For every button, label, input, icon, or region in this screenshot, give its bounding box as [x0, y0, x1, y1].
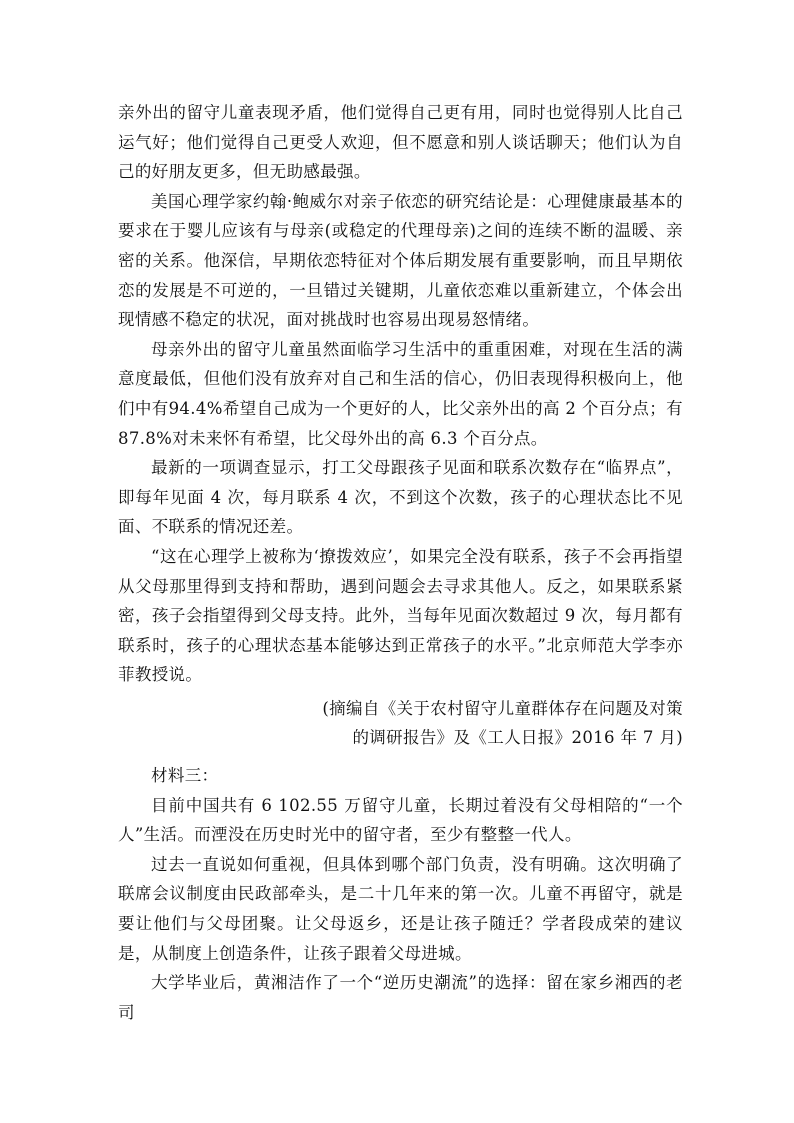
document-body — [118, 98, 683, 1027]
paragraph-continuation: 亲外出的留守儿童表现矛盾，他们觉得自己更有用，同时也觉得别人比自己运气好；他们觉得自己更受人欢迎，但不愿意和别人谈话聊天；他们认为自己的好朋友更多，但无助感最强。 — [118, 103, 683, 182]
material-three-label: 材料三： — [151, 766, 219, 786]
paragraph-quote: “这在心理学上被称为‘撩拨效应’，如果完全没有联系，孩子不会再指望从父母那里得到支持和帮助，遇到问题会去寻求其他人。反之，如果联系紧密，孩子会指望得到父母支持。此外，当每年见面次数超过 9 次，每月都有联系时，孩子的心理状态基本能够达到正常孩子的水平。”北京师范大学李亦菲教授说。 — [118, 546, 683, 685]
paragraph-bowlby: 美国心理学家约翰·鲍威尔对亲子依恋的研究结论是：心理健康最基本的要求在于婴儿应该有与母亲(或稳定的代理母亲)之间的连续不断的温暖、亲密的关系。他深信，早期依恋特征对个体后期发展有重要影响，而且早期依恋的发展是不可逆的，一旦错过关键期，儿童依恋难以重新建立，个体会出现情感不稳定的状况，面对挑战时也容易出现易怒情绪。 — [118, 191, 683, 330]
paragraph-mother-away: 母亲外出的留守儿童虽然面临学习生活中的重重困难，对现在生活的满意度最低，但他们没有放弃对自己和生活的信心，仍旧表现得积极向上，他们中有94.4%希望自己成为一个更好的人，比父亲外出的高 2 个百分点；有 87.8%对未来怀有希望，比父母外出的高 6.3 个百分点。 — [118, 339, 683, 448]
paragraph-survey: 最新的一项调查显示，打工父母跟孩子见面和联系次数存在“临界点”，即每年见面 4 次，每月联系 4 次，不到这个次数，孩子的心理状态比不见面、不联系的情况还差。 — [118, 458, 683, 537]
source-citation-line1: (摘编自《关于农村留守儿童群体存在问题及对策 — [322, 698, 683, 718]
paragraph-policy: 过去一直说如何重视，但具体到哪个部门负责，没有明确。这次明确了联席会议制度由民政部牵头，是二十几年来的第一次。儿童不再留守，就是要让他们与父母团聚。让父母返乡，还是让孩子随迁？学者段成荣的建议是，从制度上创造条件，让孩子跟着父母进城。 — [118, 854, 683, 963]
source-citation-line2: 的调研报告》及《工人日报》2016 年 7 月) — [352, 728, 683, 748]
paragraph-statistics: 目前中国共有 6 102.55 万留守儿童，长期过着没有父母相陪的“一个人”生活。而湮没在历史时光中的留守者，至少有整整一代人。 — [118, 795, 683, 845]
paragraph-graduate: 大学毕业后，黄湘洁作了一个“逆历史潮流”的选择：留在家乡湘西的老司 — [118, 973, 683, 1022]
